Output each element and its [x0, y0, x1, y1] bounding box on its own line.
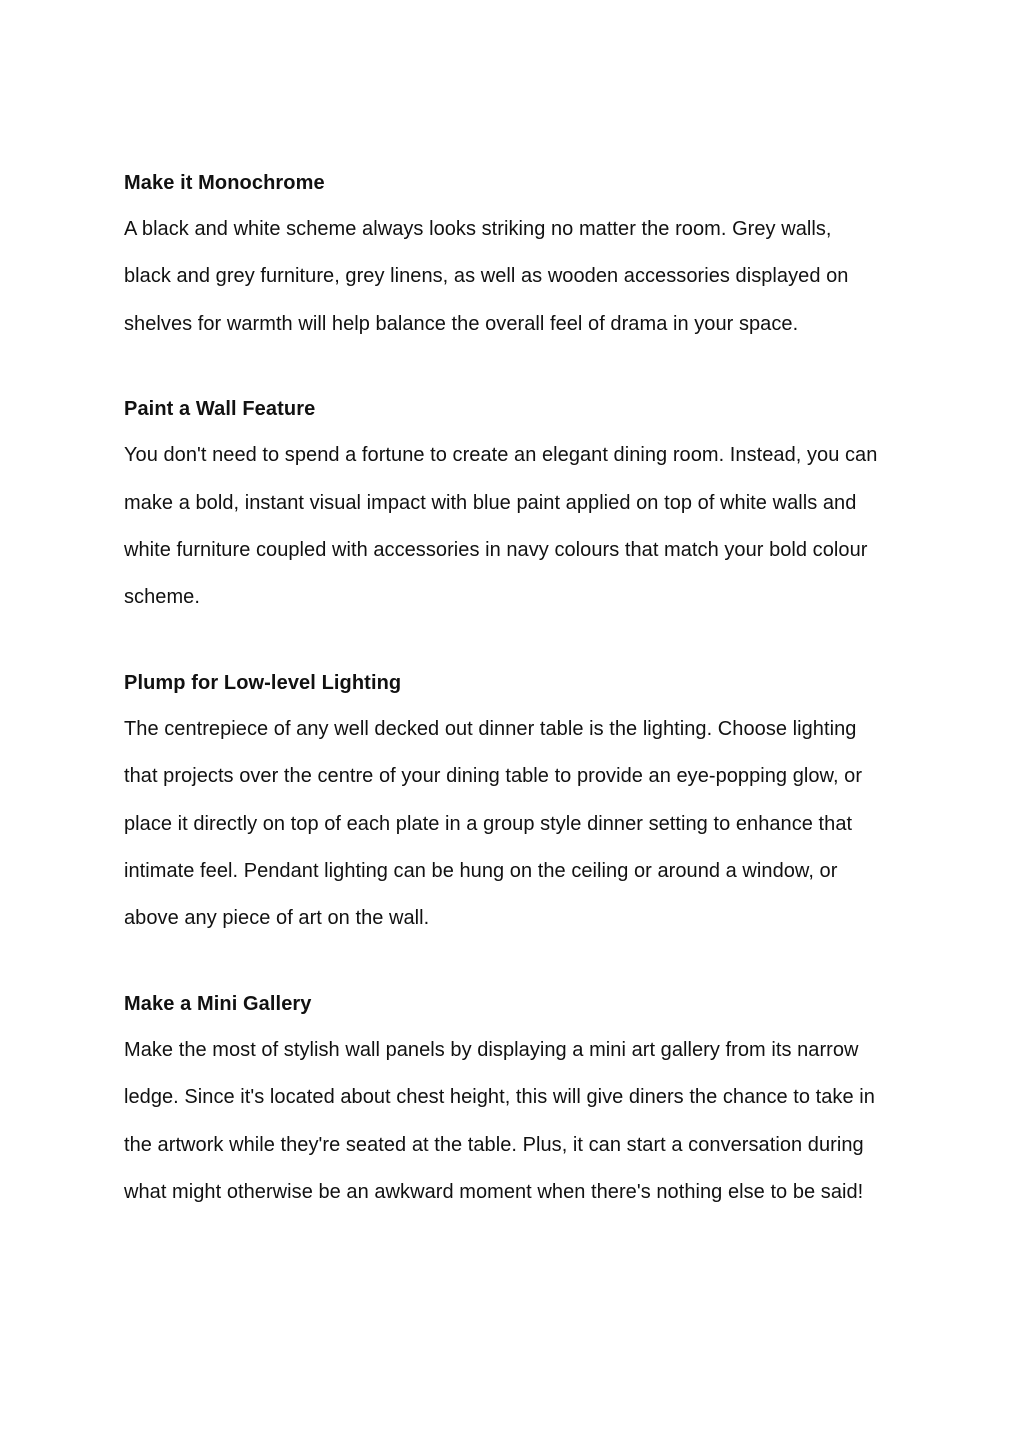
- body-line: make a bold, instant visual impact with blue paint applied on top of white walls and: [124, 491, 857, 514]
- body-line: the artwork while they're seated at the table. Plus, it can start a conversation during: [124, 1133, 864, 1156]
- body-line: above any piece of art on the wall.: [124, 907, 430, 930]
- body-line: The centrepiece of any well decked out dinner table is the lighting. Choose lighting: [124, 717, 857, 740]
- section-heading: Make it Monochrome: [124, 172, 325, 194]
- section-heading: Make a Mini Gallery: [124, 992, 312, 1015]
- section-wall-feature: [124, 396, 914, 622]
- section-lighting: [124, 670, 914, 943]
- section-body: [124, 206, 914, 348]
- section-monochrome: [124, 170, 914, 348]
- body-line: white furniture coupled with accessories in navy colours that match your bold colour: [124, 539, 868, 562]
- body-line: black and grey furniture, grey linens, as well as wooden accessories displayed on: [124, 265, 849, 288]
- body-line: that projects over the centre of your dining table to provide an eye-popping glow, or: [124, 765, 863, 788]
- section-mini-gallery: [124, 991, 914, 1217]
- body-line: scheme.: [124, 586, 200, 609]
- section-body: [124, 432, 914, 622]
- section-heading: Paint a Wall Feature: [124, 398, 316, 421]
- body-line: You don't need to spend a fortune to create an elegant dining room. Instead, you can: [124, 444, 878, 467]
- document-page: [124, 170, 914, 1217]
- body-line: place it directly on top of each plate in a group style dinner setting to enhance that: [124, 812, 853, 835]
- body-line: Make the most of stylish wall panels by displaying a mini art gallery from its narrow: [124, 1038, 859, 1061]
- section-body: [124, 1027, 914, 1217]
- body-line: ledge. Since it's located about chest height, this will give diners the chance to take in: [124, 1086, 875, 1109]
- body-line: intimate feel. Pendant lighting can be hung on the ceiling or around a window, or: [124, 860, 838, 883]
- body-line: what might otherwise be an awkward moment when there's nothing else to be said!: [124, 1181, 864, 1204]
- body-line: shelves for warmth will help balance the overall feel of drama in your space.: [124, 312, 799, 335]
- section-heading: Plump for Low-level Lighting: [124, 671, 402, 694]
- section-body: [124, 706, 914, 943]
- body-line: A black and white scheme always looks striking no matter the room. Grey walls,: [124, 218, 832, 240]
